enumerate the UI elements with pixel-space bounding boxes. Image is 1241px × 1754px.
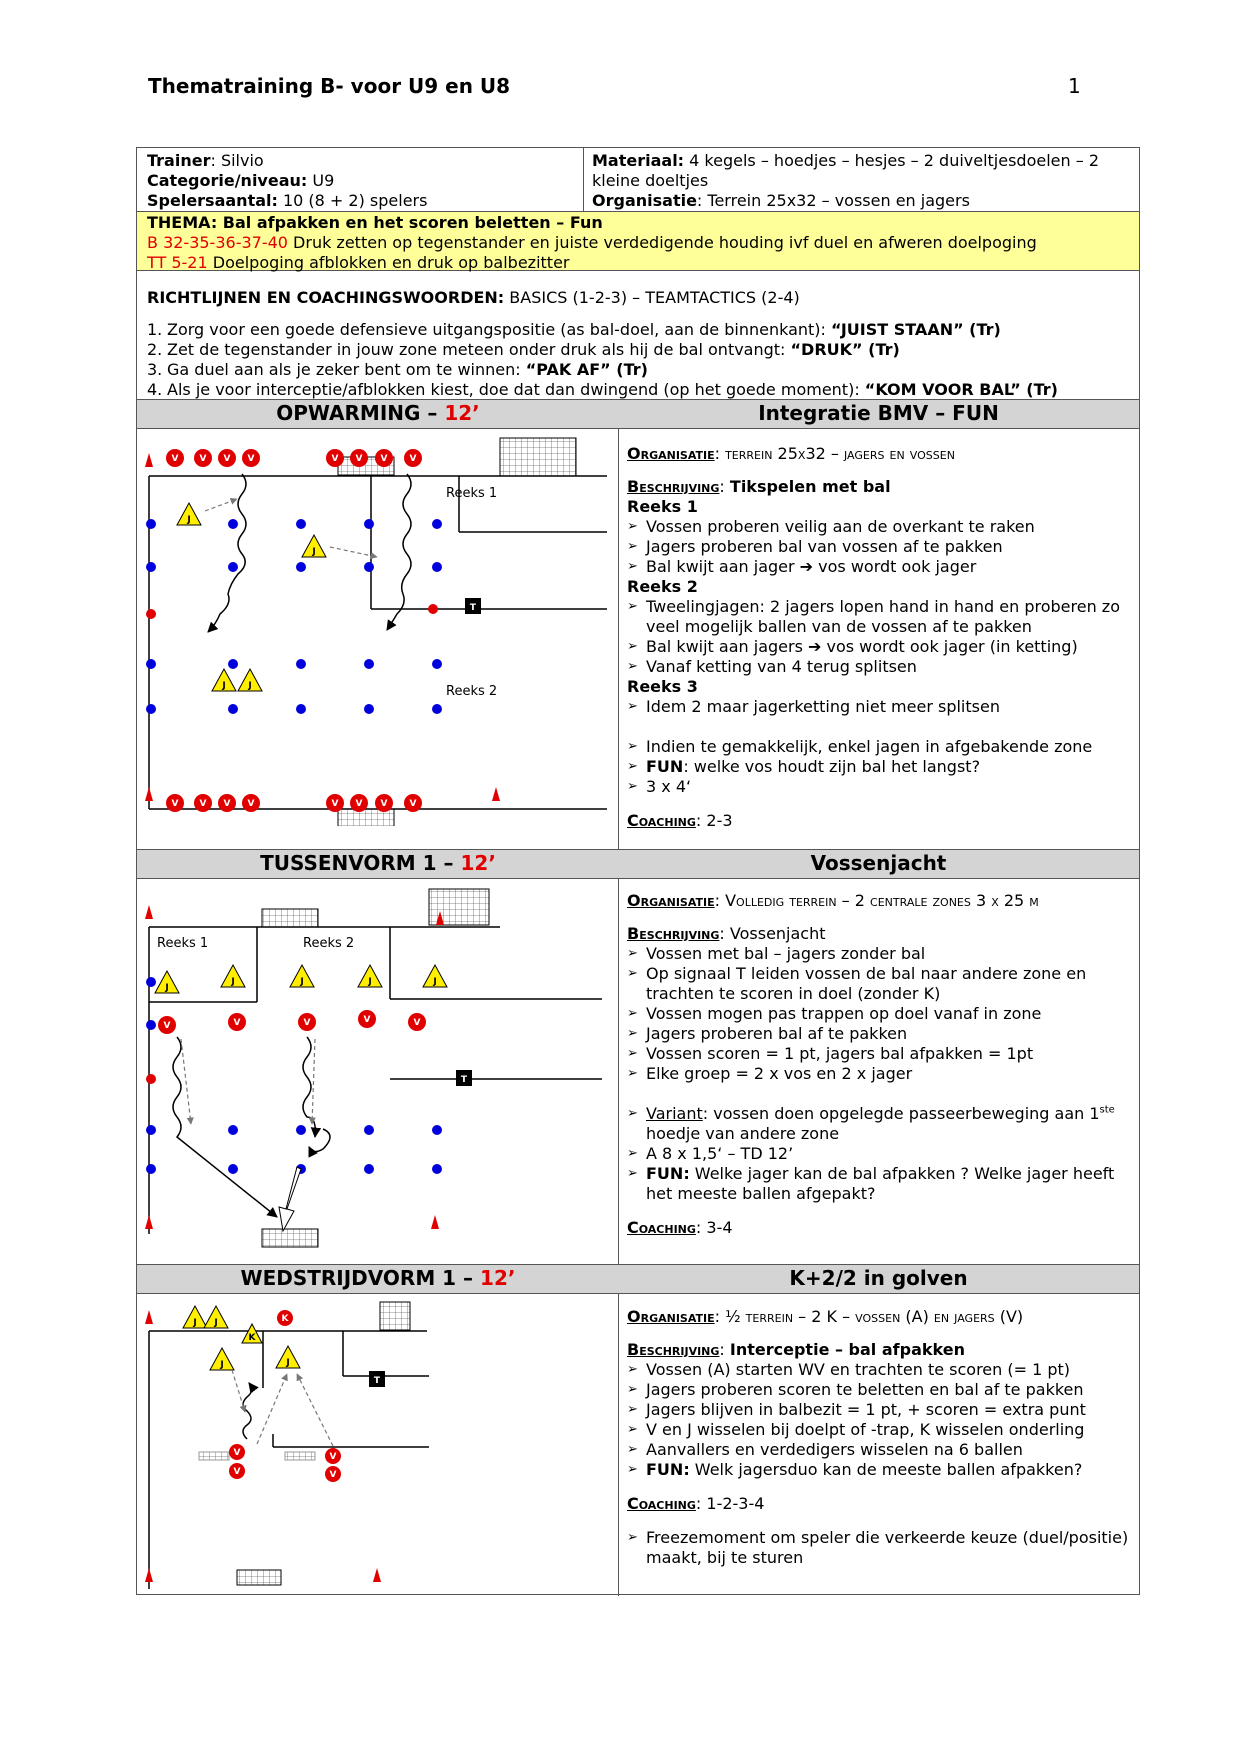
svg-text:J: J [433,977,437,987]
page-number: 1 [1068,74,1081,98]
list-item: ➢ Jagers proberen bal van vossen af te pakken [627,537,1133,557]
info-divider [583,148,584,211]
spelers-value: 10 (8 + 2) spelers [277,191,428,210]
list-item: ➢ 3 x 4‘ [627,777,1133,797]
categorie-value: U9 [307,171,335,190]
svg-text:V: V [413,1018,421,1028]
svg-text:V: V [233,1467,241,1477]
info-right [592,151,1132,211]
list-item: ➢ Jagers proberen bal af te pakken [627,1024,1133,1044]
page-title: Thematraining B- voor U9 en U8 [148,74,511,98]
blue-hoedjes [146,519,442,714]
svg-text:V: V [409,799,417,809]
org-value: : Volledig terrein – 2 centrale zones 3 x 25 m [714,891,1039,910]
org-label: Organisatie [627,1307,715,1326]
organisatie-value: : Terrein 25x32 – vossen en jagers [696,191,970,210]
list-item: ➢ Vossen (A) starten WV en trachten te scoren (= 1 pt) [627,1360,1133,1380]
coaching-label: Coaching [627,1218,696,1237]
svg-text:T: T [373,1376,381,1386]
section3-right-header: K+2/2 in golven [618,1264,1139,1294]
reeks1-label: Reeks 1 [446,486,498,501]
reeks1-label: Reeks 1 [157,936,209,951]
reeks1-heading: Reeks 1 [627,497,698,516]
svg-text:J: J [187,515,191,525]
svg-text:V: V [233,1018,241,1028]
coaching-label: Coaching [627,1494,696,1513]
svg-text:V: V [233,1448,241,1458]
list-item: ➢ V en J wisselen bij doelpt of -trap, K wisselen onderling [627,1420,1133,1440]
list-item: ➢ Bal kwijt aan jager ➔ vos wordt ook jager [627,557,1133,577]
list-item: ➢ Jagers blijven in balbezit = 1 pt, + scoren = extra punt [627,1400,1133,1420]
svg-text:V: V [247,454,255,464]
section1-text: Organisatie: terrein 25x32 – jagers en vossen Beschrijving: Tikspelen met bal Reeks 1 ➢ Vossen proberen veilig aan de overkant te raken ➢ Jagers proberen bal van vossen af te pakken ➢ Bal kwijt aan jager ➔ vos wordt ook jager Reeks 2 ➢ Tweelingjagen: 2 jagers lopen hand in hand en proberen zo veel mogelijk ballen van de vossen af te pakken ➢ Bal kwijt aan jagers ➔ vos wordt ook jager (in ketting) ➢ Vanaf ketting van 4 terug splitsen Reeks 3 ➢ Idem 2 maar jagerketting niet meer splitsen ➢ Indien te gemakkelijk, enkel jagen in afgebakende zone ➢ FUN: welke vos houdt zijn bal het langst? ➢ 3 x 4‘ Coaching: 2-3 [627,444,1133,831]
list-item: ➢ Idem 2 maar jagerketting niet meer splitsen [627,697,1133,717]
section3-left-header: WEDSTRIJDVORM 1 – 12’ [137,1264,619,1294]
org-label: Organisatie [627,444,715,463]
desc-label: Beschrijving [627,477,720,496]
org-label: Organisatie [627,891,715,910]
list-item: ➢ Jagers proberen scoren te beletten en bal af te pakken [627,1380,1133,1400]
svg-text:V: V [171,454,179,464]
svg-text:V: V [247,799,255,809]
list-item: ➢ FUN: welke vos houdt zijn bal het langst? [627,757,1133,777]
list-item: ➢ Vossen proberen veilig aan de overkant te raken [627,517,1133,537]
section1-left-header: OPWARMING – 12’ [137,399,619,429]
svg-text:T: T [460,1075,468,1085]
list-item: ➢ Indien te gemakkelijk, enkel jagen in afgebakende zone [627,737,1133,757]
richtlijn-item: 1. Zorg voor een goede defensieve uitgangspositie (as bal-doel, aan de binnenkant): “JUIST STAAN” (Tr) [147,320,1001,339]
richtlijnen-block [147,288,1132,400]
svg-text:T: T [469,603,477,613]
desc-label: Beschrijving [627,1340,720,1359]
desc-value: Tikspelen met bal [729,477,891,496]
richtlijnen-label: RICHTLIJNEN EN COACHINGSWOORDEN: [147,288,505,307]
svg-text:J: J [222,681,226,691]
section2-left-header: TUSSENVORM 1 – 12’ [137,849,619,879]
list-item: ➢ Bal kwijt aan jagers ➔ vos wordt ook jager (in ketting) [627,637,1133,657]
svg-text:V: V [409,454,417,464]
thema-code-tt: TT 5-21 [147,253,208,272]
desc-value: : Vossenjacht [719,924,826,943]
svg-text:V: V [199,454,207,464]
wedstrijdvorm-diagram [137,1294,618,1594]
richtlijnen-value: BASICS (1-2-3) – TEAMTACTICS (2-4) [504,288,800,307]
desc-value: Interceptie – bal afpakken [729,1340,965,1359]
svg-text:V: V [163,1021,171,1031]
list-item: ➢ Variant: vossen doen opgelegde passeerbeweging aan 1ste hoedje van andere zone [627,1104,1133,1144]
info-left [147,151,577,211]
svg-text:V: V [223,799,231,809]
svg-text:V: V [303,1018,311,1028]
svg-text:J: J [193,1318,197,1328]
trainer-value: : Silvio [210,151,264,170]
section1-right-header: Integratie BMV – FUN [618,399,1139,429]
coaching-value: : 3-4 [695,1218,733,1237]
list-item: ➢ A 8 x 1,5‘ – TD 12’ [627,1144,1133,1164]
list-item: ➢ Op signaal T leiden vossen de bal naar andere zone en trachten te scoren in doel (zonder K) [627,964,1133,1004]
desc-label: Beschrijving [627,924,720,943]
opwarming-diagram [137,429,618,826]
reeks2-label: Reeks 2 [303,936,355,951]
list-item: ➢ Vanaf ketting van 4 terug splitsen [627,657,1133,677]
list-item: ➢ Vossen scoren = 1 pt, jagers bal afpakken = 1pt [627,1044,1133,1064]
reeks3-heading: Reeks 3 [627,677,698,696]
reeks2-heading: Reeks 2 [627,577,698,596]
materiaal-value: 4 kegels – hoedjes – hesjes – 2 duiveltjesdoelen – 2 kleine doeltjes [592,151,1099,190]
list-item: ➢ Freezemoment om speler die verkeerde keuze (duel/positie) maakt, bij te sturen [627,1528,1133,1568]
richtlijn-item: 4. Als je voor interceptie/afblokken kiest, doe dat dan dwingend (op het goede moment): “KOM VOOR BAL” (Tr) [147,380,1058,399]
thema-block [137,211,1139,271]
materiaal-label: Materiaal: [592,151,685,170]
svg-text:K: K [248,1333,256,1343]
section2-right-header: Vossenjacht [618,849,1139,879]
svg-text:V: V [380,454,388,464]
svg-text:V: V [331,454,339,464]
svg-text:J: J [165,983,169,993]
svg-text:V: V [355,454,363,464]
svg-text:J: J [368,977,372,987]
trainer-label: Trainer [147,151,211,170]
org-value: : ½ terrein – 2 K – vossen (A) en jagers (V) [714,1307,1024,1326]
thema-title: THEMA: Bal afpakken en het scoren beletten – Fun [147,213,603,232]
svg-text:J: J [312,547,316,557]
thema-line2: Doelpoging afblokken en druk op balbezitter [207,253,570,272]
list-item: ➢ Aanvallers en verdedigers wisselen na 6 ballen [627,1440,1133,1460]
spelers-label: Spelersaantal: [147,191,278,210]
tussenvorm-diagram [137,879,618,1265]
svg-text:J: J [286,1358,290,1368]
svg-text:V: V [363,1015,371,1025]
list-item: ➢ Vossen mogen pas trappen op doel vanaf in zone [627,1004,1133,1024]
list-item: ➢ Elke groep = 2 x vos en 2 x jager [627,1064,1133,1084]
coaching-value: : 2-3 [695,811,733,830]
svg-text:J: J [248,681,252,691]
thema-line1: Druk zetten op tegenstander en juiste verdedigende houding ivf duel en afweren doelpoging [287,233,1037,252]
section3-text: Organisatie: ½ terrein – 2 K – vossen (A) en jagers (V) Beschrijving: Interceptie – bal afpakken ➢ Vossen (A) starten WV en trachten te scoren (= 1 pt) ➢ Jagers proberen scoren te beletten en bal af te pakken ➢ Jagers blijven in balbezit = 1 pt, + scoren = extra punt ➢ V en J wisselen bij doelpt of -trap, K wisselen onderling ➢ Aanvallers en verdedigers wisselen na 6 ballen ➢ FUN: Welk jagersduo kan de meeste ballen afpakken? Coaching: 1-2-3-4 ➢ Freezemoment om speler die verkeerde keuze (duel/positie) maakt, bij te sturen [627,1307,1133,1568]
svg-text:V: V [380,799,388,809]
thema-code-b: B 32-35-36-37-40 [147,233,288,252]
svg-text:J: J [300,977,304,987]
list-item: ➢ FUN: Welke jager kan de bal afpakken ? Welke jager heeft het meeste ballen afgepakt? [627,1164,1133,1204]
categorie-label: Categorie/niveau: [147,171,308,190]
svg-text:V: V [329,1470,337,1480]
svg-text:J: J [214,1318,218,1328]
coaching-value: : 1-2-3-4 [695,1494,765,1513]
reeks2-label: Reeks 2 [446,684,498,699]
org-value: : terrein 25x32 – jagers en vossen [714,444,955,463]
richtlijn-item: 3. Ga duel aan als je zeker bent om te winnen: “PAK AF” (Tr) [147,360,648,379]
svg-text:V: V [329,1452,337,1462]
richtlijn-item: 2. Zet de tegenstander in jouw zone meteen onder druk als hij de bal ontvangt: “DRUK” (Tr) [147,340,900,359]
svg-text:V: V [199,799,207,809]
coaching-label: Coaching [627,811,696,830]
column-divider [618,399,619,1596]
svg-text:V: V [355,799,363,809]
organisatie-label: Organisatie [592,191,697,210]
list-item: ➢ Vossen met bal – jagers zonder bal [627,944,1133,964]
list-item: ➢ Tweelingjagen: 2 jagers lopen hand in hand en proberen zo veel mogelijk ballen van de vossen af te pakken [627,597,1133,637]
svg-text:V: V [223,454,231,464]
svg-text:K: K [281,1314,289,1324]
svg-text:J: J [231,977,235,987]
training-sheet [136,147,1140,1595]
svg-text:V: V [171,799,179,809]
svg-text:V: V [331,799,339,809]
list-item: ➢ FUN: Welk jagersduo kan de meeste ballen afpakken? [627,1460,1133,1480]
svg-text:J: J [220,1360,224,1370]
section2-text [627,891,1133,1238]
